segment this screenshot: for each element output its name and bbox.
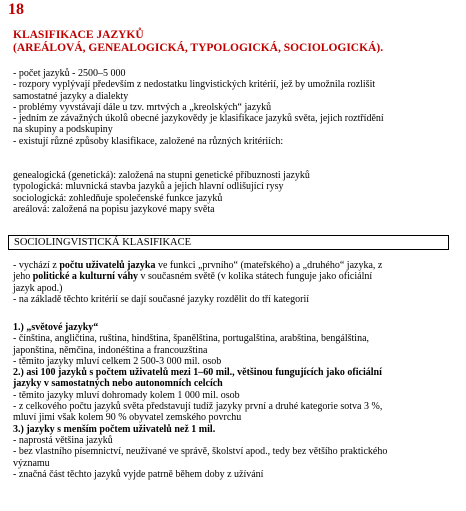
category-3-title: 3.) jazyky s menším počtem uživatelů než 1 mil. — [13, 423, 216, 435]
category-1 — [13, 322, 459, 480]
socio-intro — [13, 260, 459, 305]
category-line: - čínština, angličtina, ruština, hindština, španělština, portugalština, arabština, bengálština, — [13, 333, 370, 345]
category-1-title: 1.) „světové jazyky“ — [13, 322, 99, 333]
intro-list — [13, 68, 459, 147]
intro-line: - existují různé způsoby klasifikace, založené na různých kritériích: — [13, 135, 284, 147]
type-line: genealogická (genetická): založená na stupni genetické příbuznosti jazyků — [13, 170, 310, 181]
intro-line: samostatné jazyky a dialekty — [13, 90, 129, 102]
heading-line-1: KLASIFIKACE JAZYKŮ — [13, 29, 144, 41]
classification-types — [13, 170, 459, 215]
category-line: japonština, němčina, indonéština a francouzština — [13, 344, 208, 356]
type-line: typologická: mluvnická stavba jazyků a jejich hlavní odlišující rysy — [13, 181, 284, 193]
section-title-box: SOCIOLINGVISTICKÁ KLASIFIKACE — [8, 235, 449, 250]
intro-line: na skupiny a podskupiny — [13, 124, 113, 136]
heading-line-2: (AREÁLOVÁ, GENEALOGICKÁ, TYPOLOGICKÁ, SOCIOLOGICKÁ). — [13, 42, 384, 54]
category-line: - z celkového počtu jazyků světa představují tudíž jazyky první a druhé kategorie sotva 3 %, — [13, 401, 383, 413]
category-line: mluví jimi však kolem 90 % obyvatel zemského povrchu — [13, 412, 242, 424]
socio-line-3: jazyk apod.) — [13, 282, 63, 294]
socio-text: v současném světě (v kolika státech funguje jako oficiální — [138, 271, 373, 283]
socio-text: - vychází z — [13, 260, 60, 271]
category-line: významu — [13, 457, 50, 469]
intro-line: - počet jazyků - 2500–5 000 — [13, 68, 126, 79]
type-line: sociologická: zohledňuje společenské funkce jazyků — [13, 192, 223, 204]
socio-text: ve funkci „prvního“ (mateřského) a „druhého“ jazyka, z — [155, 260, 383, 271]
intro-line: - rozpory vyplývají především z nedostatku lingvistických kritérií, jež by umožnila rozlišit — [13, 79, 376, 91]
socio-line-2 — [13, 271, 459, 282]
socio-line-4: - na základě těchto kritérií se dají současné jazyky rozdělit do tří kategorií — [13, 293, 309, 305]
category-line: - těmito jazyky mluví dohromady kolem 1 000 mil. osob — [13, 389, 240, 401]
category-line: - značná část těchto jazyků vyjde patrně během doby z užívání — [13, 468, 264, 480]
category-line: - naprostá většina jazyků — [13, 434, 113, 446]
intro-line: - problémy vyvstávají dále u tzv. mrtvých a „kreolských“ jazyků — [13, 101, 272, 113]
page-number: 18 — [8, 1, 24, 18]
category-2-title: 2.) asi 100 jazyků s počtem uživatelů mezi 1–60 mil., většinou fungujících jako oficiální — [13, 367, 382, 379]
socio-emphasis: politické a kulturní váhy — [32, 271, 139, 283]
category-line: - bez vlastního písemnictví, neužívané ve správě, školství apod., tedy bez většího praktického — [13, 446, 388, 458]
socio-text: jeho — [13, 271, 33, 283]
type-line: areálová: založená na popisu jazykové mapy světa — [13, 203, 215, 215]
category-2-title-cont: jazyky v samostatných nebo autonomních celcích — [13, 378, 223, 390]
category-line: - těmito jazyky mluví celkem 2 500-3 000 mil. osob — [13, 355, 222, 367]
page-heading — [13, 29, 383, 55]
socio-emphasis: počtu uživatelů jazyka — [59, 260, 156, 271]
intro-line: - jedním ze závažných úkolů obecné jazykovědy je klasifikace jazyků světa, jejich roztřídění — [13, 113, 384, 125]
socio-line-1 — [13, 260, 459, 271]
